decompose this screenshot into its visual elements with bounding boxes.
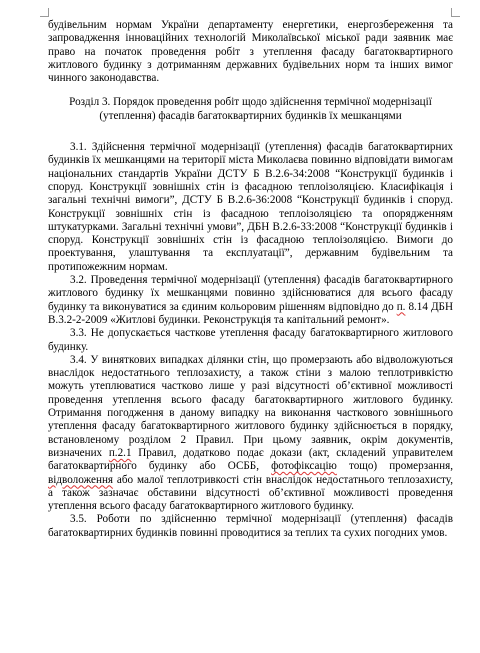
page-corner-mark-left	[40, 8, 49, 17]
document-body[interactable]	[48, 19, 453, 540]
paragraph-3-1: 3.1. Здійснення термічної модернізації (утеплення) фасадів багатоквартирних будинків їх мешканцями на території міста Миколаєва повинно відповідати вимогам національних стандартів України ДСТУ Б В.2.6-34:2008 “Конструкції будинків і споруд. Конструкції зовнішніх стін із фасадною теплоізоляцією. Класифікація і загальні технічні вимоги”, ДСТУ Б В.2.6-36:2008 “Конструкції будинків і споруд. Конструкції зовнішніх стін із фасадною теплоізоляцією та опорядженням штукатурками. Загальні технічні умови”, ДБН В.2.6-33:2008 “Конструкції будинків і споруд. Конструкції зовнішніх стін із фасадною теплоізоляцією. Вимоги до проектування, улаштування та експлуатації”, державним будівельним та протипожежним нормам.	[48, 141, 453, 273]
spellcheck-underlined-word: фотофіксацію	[271, 460, 337, 473]
section-heading: Розділ 3. Порядок проведення робіт щодо здійснення термічної модернізації (утеплення) фасадів багатоквартирних будинків їх мешканцями	[69, 96, 432, 122]
spellcheck-underlined-word: відволоження	[48, 473, 114, 486]
paragraph-3-5: 3.5. Роботи по здійсненню термічної модернізації (утеплення) фасадів багатоквартирних будинків повинні проводитися за теплих та сухих погодних умов.	[48, 513, 453, 539]
page-corner-mark-right	[451, 8, 460, 17]
paragraph-3-3: 3.3. Не допускається часткове утеплення фасаду багатоквартирного житлового будинку.	[48, 327, 453, 353]
paragraph-3-2	[48, 274, 453, 327]
spellcheck-underlined-word: п.	[396, 300, 406, 313]
paragraph-3-4-text-end: або малої теплотривкості стін внаслідок недостатнього теплозахисту, а також зазначає обставини відсутності об’єктивної можливості проведення утеплення всього фасаду багатоквартирного житлового будинку.	[48, 473, 453, 513]
paragraph-3-4-text: тощо) промерзання,	[336, 460, 453, 473]
paragraph-3-4-text: 3.4. У виняткових випадках ділянки стін, що промерзають або відволожуються внаслідок недостатнього теплозахисту, а також стіни з малою теплотривкістю можуть утеплюватися частково лише у разі відсутності об’єктивної можливості проведення утеплення всього фасаду багатоквартирного житлового будинку. Отримання погодження в даному випадку на виконання часткового зовнішнього утеплення фасаду багатоквартирного житлового будинку здійснюється в порядку, встановленому розділом 2 Правил. При цьому заявник, окрім документів, визначених	[48, 353, 453, 459]
paragraph-3-2-text: 3.2. Проведення термічної модернізації (утеплення) фасадів багатоквартирного житлового будинку їх мешканцями повинно здійснюватися для всього фасаду будинку та виконуватися за єдиним кольоровим рішенням відповідно до	[48, 274, 453, 313]
paragraph-3-4-text: Правил, додатково подає докази (акт, складений управителем багатоквартирного будинку або ОСББ,	[48, 446, 453, 473]
paragraph-3-4	[48, 354, 453, 514]
spellcheck-underlined-word: п.2.1	[108, 446, 132, 459]
intro-paragraph: будівельним нормам України департаменту енергетики, енергозбереження та запровадження інноваційних технологій Миколаївської міської ради заявник має право на початок проведення робіт з утеплення фасаду багатоквартирного житлового будинку з дотриманням державних будівельних норм та інших вимог чинного законодавства.	[48, 19, 453, 85]
paragraph-3-2-text-end: 8.14 ДБН В.3.2-2-2009 «Житлові будинки. Реконструкція та капітальний ремонт».	[48, 300, 453, 326]
